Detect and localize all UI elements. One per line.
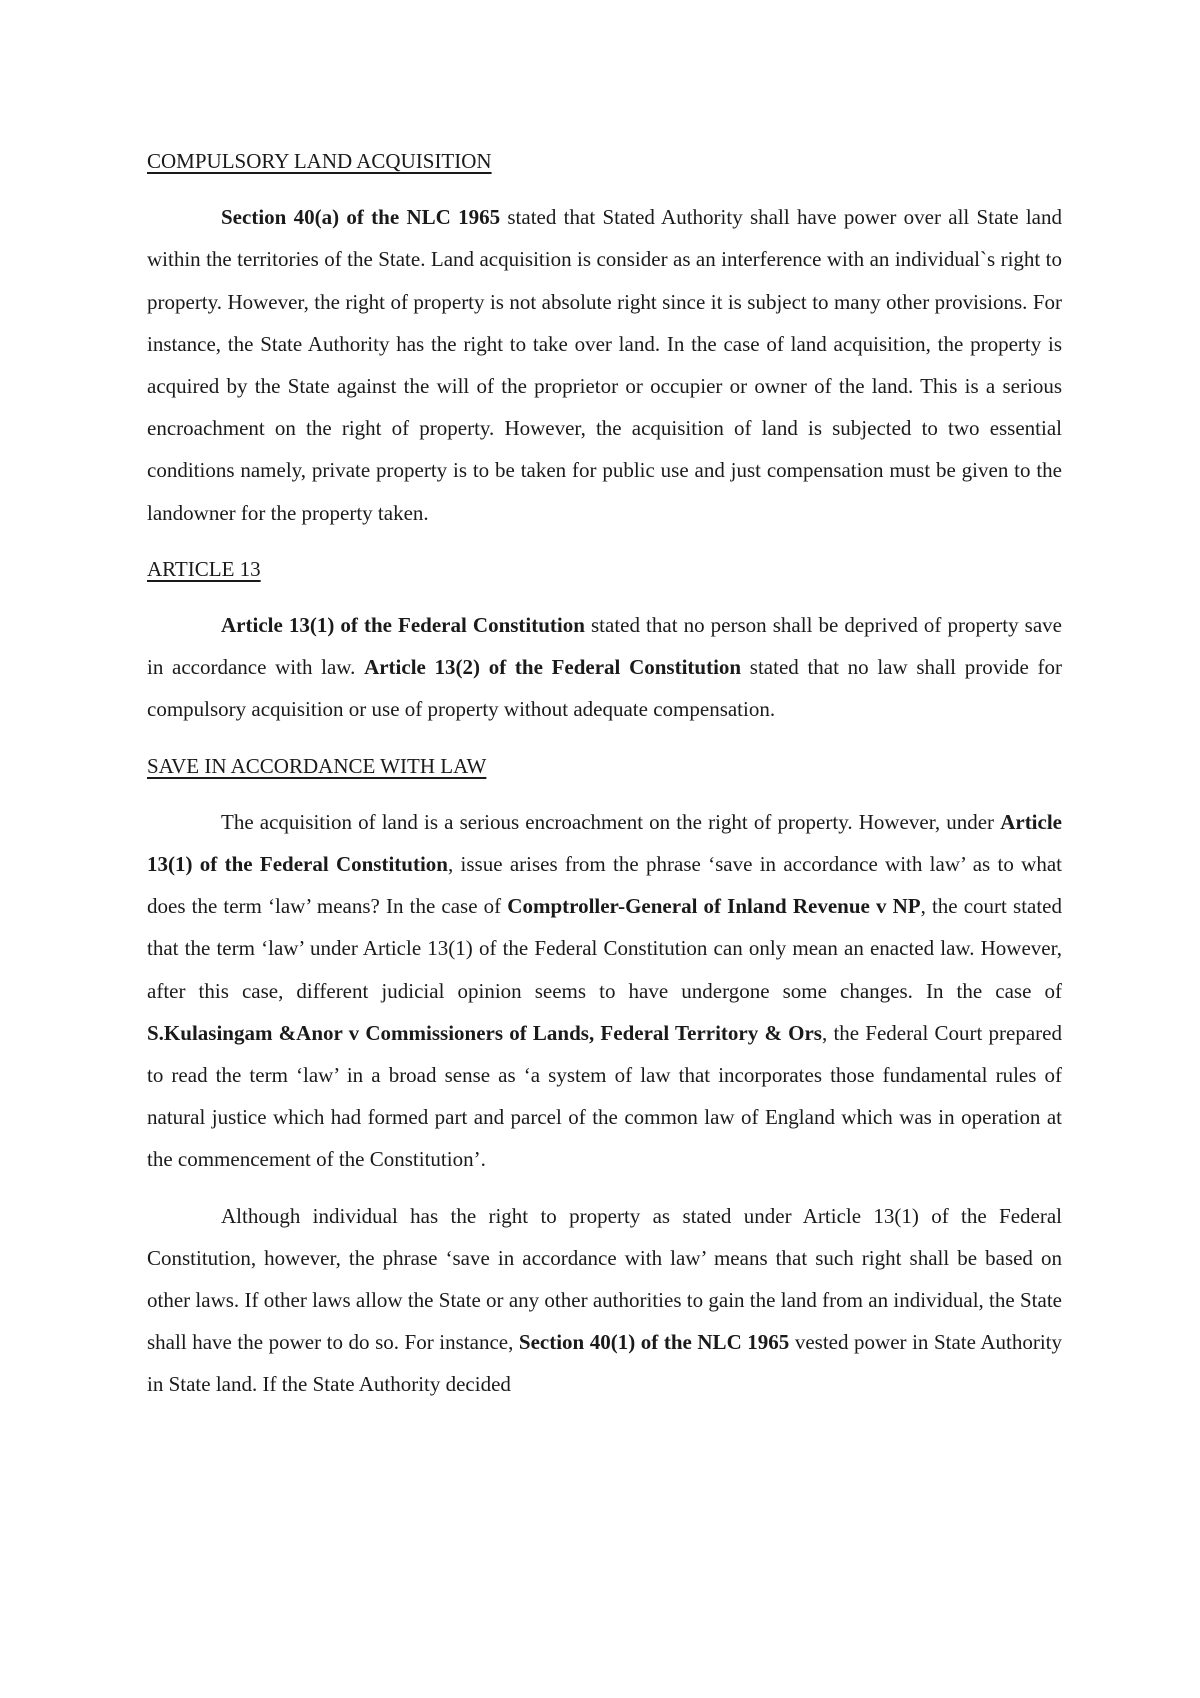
- text-run: stated that Stated Authority shall have power over all State land within the territories of the State. Land acquisition is consider as an interference with an individual`s right to property. However, the right of property is not absolute right since it is subject to many other provisions. For instance, the State Authority has the right to take over land. In the case of land acquisition, the property is acquired by the State against the will of the proprietor or occupier or owner of the land. This is a serious encroachment on the right of property. However, the acquisition of land is subjected to two essential conditions namely, private property is to be taken for public use and just compensation must be given to the landowner for the property taken.: [147, 205, 1062, 525]
- text-run: stated that no law shall provide for compulsory acquisition or use of property without adequate compensation.: [147, 655, 1063, 722]
- paragraph-individual-right: [147, 1195, 1062, 1406]
- text-run: stated that no person shall be deprived of property save in accordance with law.: [147, 613, 1062, 680]
- bold-citation: S.Kulasingam &Anor v Commissioners of Lands, Federal Territory & Ors: [147, 1020, 822, 1045]
- paragraph-save-in-accordance: [147, 801, 1062, 1181]
- heading-save-in-accordance-with-law: SAVE IN ACCORDANCE WITH LAW: [147, 753, 487, 778]
- text-run: vested power in State Authority in State land. If the State Authority decided: [147, 1330, 1063, 1397]
- text-run: Although individual has the right to property as stated under Article 13(1) of the Federal Constitution, however, the phrase ‘save in accordance with law’ means that such right shall be based on other laws. If other laws allow the State or any other authorities to gain the land from an individual, the State shall have the power to do so. For instance,: [147, 1203, 1062, 1355]
- paragraph-article-13: [147, 604, 1062, 731]
- text-run: , the court stated that the term ‘law’ under Article 13(1) of the Federal Constitution can only mean an enacted law. However, after this case, different judicial opinion seems to have undergone some changes. In the case of: [147, 894, 1063, 1003]
- bold-citation: Section 40(1) of the NLC 1965: [518, 1330, 790, 1355]
- bold-citation: Article 13(1) of the Federal Constitution: [147, 809, 1062, 877]
- heading-compulsory-land-acquisition: COMPULSORY LAND ACQUISITION: [147, 149, 492, 173]
- text-run: , issue arises from the phrase ‘save in accordance with law’ as to what does the term ‘law’ means? In the case of: [147, 852, 1062, 919]
- heading-article-13: ARTICLE 13: [147, 556, 261, 581]
- bold-citation: Comptroller-General of Inland Revenue v NP: [507, 894, 921, 919]
- paragraph-section-40a: [147, 196, 1062, 534]
- document-body: [147, 140, 1062, 1420]
- bold-citation: Section 40(a) of the NLC 1965: [221, 205, 501, 230]
- text-run: The acquisition of land is a serious encroachment on the right of property. However, under: [221, 809, 1001, 834]
- bold-citation: Article 13(2) of the Federal Constitution: [364, 655, 742, 680]
- bold-citation: Article 13(1) of the Federal Constitution: [221, 613, 585, 638]
- text-run: , the Federal Court prepared to read the term ‘law’ in a broad sense as ‘a system of law that incorporates those fundamental rules of natural justice which had formed part and parcel of the common law of England which was in operation at the commencement of the Constitution’.: [147, 1020, 1062, 1172]
